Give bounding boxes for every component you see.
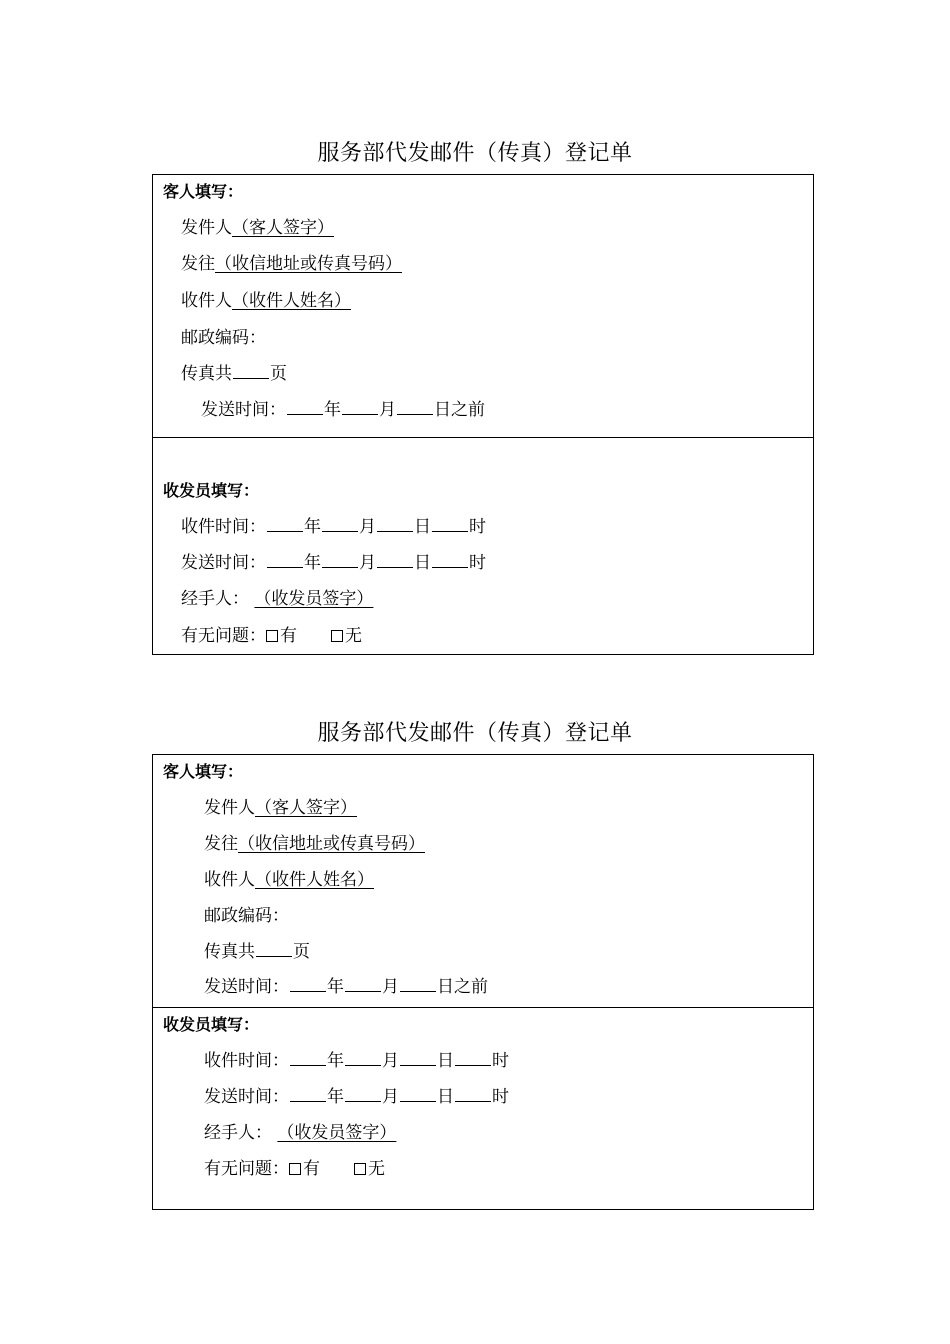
month-blank[interactable] [345, 1064, 381, 1066]
year-label: 年 [327, 1051, 344, 1071]
clerk-send-time-row [204, 1082, 509, 1107]
month-blank[interactable] [345, 1100, 381, 1102]
sender-label: 发件人 [181, 218, 232, 238]
customer-section-heading: 客人填写： [163, 762, 244, 781]
year-label: 年 [327, 977, 344, 997]
handler-signature-field[interactable]: （收发员签字） [277, 1123, 397, 1143]
send-time-label: 发送时间： [204, 977, 289, 997]
no-checkbox[interactable] [354, 1163, 366, 1175]
day-label: 日 [437, 1051, 454, 1071]
handler-signature-field[interactable]: （收发员签字） [254, 589, 374, 609]
send-to-row [204, 829, 425, 854]
clerk-section-heading: 收发员填写： [163, 481, 260, 500]
sender-row [204, 793, 357, 818]
year-label: 年 [324, 400, 341, 420]
sender-signature-field[interactable]: （客人签字） [232, 218, 334, 238]
clerk-section-heading: 收发员填写： [163, 1015, 260, 1034]
day-blank[interactable] [397, 413, 433, 415]
send-time-label: 发送时间： [204, 1087, 289, 1107]
send-to-field[interactable]: （收信地址或传真号码） [238, 834, 425, 854]
postal-code-label: 邮政编码： [204, 906, 289, 926]
month-label: 月 [382, 1051, 399, 1071]
customer-send-time-row [201, 395, 485, 420]
month-blank[interactable] [345, 990, 381, 992]
problem-row [181, 621, 362, 646]
customer-section [153, 175, 813, 437]
day-before-label: 日之前 [434, 400, 485, 420]
postal-code-label: 邮政编码： [181, 328, 266, 348]
month-blank[interactable] [322, 566, 358, 568]
postal-code-row [204, 901, 289, 926]
send-time-label: 发送时间： [181, 553, 266, 573]
year-label: 年 [304, 553, 321, 573]
form-title: 服务部代发邮件（传真）登记单 [317, 141, 633, 166]
receive-time-label: 收件时间： [204, 1051, 289, 1071]
handler-row [181, 584, 373, 609]
recipient-name-field[interactable]: （收件人姓名） [255, 870, 374, 890]
day-blank[interactable] [400, 1064, 436, 1066]
recipient-name-field[interactable]: （收件人姓名） [232, 291, 351, 311]
year-blank[interactable] [267, 566, 303, 568]
day-label: 日 [414, 553, 431, 573]
sender-signature-field[interactable]: （客人签字） [255, 798, 357, 818]
problem-row [204, 1154, 385, 1179]
send-time-label: 发送时间： [201, 400, 286, 420]
year-blank[interactable] [290, 990, 326, 992]
problem-label: 有无问题： [181, 626, 266, 646]
month-label: 月 [359, 517, 376, 537]
fax-pages-label: 传真共 [181, 364, 232, 384]
no-label: 无 [368, 1159, 385, 1179]
registration-form [152, 754, 814, 1210]
day-blank[interactable] [377, 530, 413, 532]
year-label: 年 [327, 1087, 344, 1107]
recipient-row [181, 286, 351, 311]
recipient-row [204, 865, 374, 890]
fax-pages-blank[interactable] [256, 955, 292, 957]
year-blank[interactable] [290, 1064, 326, 1066]
month-label: 月 [382, 1087, 399, 1107]
fax-pages-unit: 页 [270, 364, 287, 384]
form-title: 服务部代发邮件（传真）登记单 [317, 721, 633, 746]
customer-section [153, 755, 813, 1007]
yes-checkbox[interactable] [289, 1163, 301, 1175]
fax-pages-label: 传真共 [204, 942, 255, 962]
customer-send-time-row [204, 972, 488, 997]
yes-label: 有 [280, 626, 297, 646]
handler-label: 经手人： [204, 1123, 272, 1143]
no-label: 无 [345, 626, 362, 646]
hour-label: 时 [469, 553, 486, 573]
fax-pages-unit: 页 [293, 942, 310, 962]
clerk-section [153, 437, 813, 654]
recipient-label: 收件人 [204, 870, 255, 890]
day-before-label: 日之前 [437, 977, 488, 997]
clerk-send-time-row [181, 548, 486, 573]
day-blank[interactable] [377, 566, 413, 568]
hour-blank[interactable] [432, 566, 468, 568]
year-blank[interactable] [267, 530, 303, 532]
registration-form [152, 174, 814, 655]
month-label: 月 [379, 400, 396, 420]
hour-label: 时 [469, 517, 486, 537]
handler-label: 经手人： [181, 589, 249, 609]
hour-blank[interactable] [455, 1100, 491, 1102]
hour-blank[interactable] [455, 1064, 491, 1066]
year-blank[interactable] [287, 413, 323, 415]
hour-blank[interactable] [432, 530, 468, 532]
fax-pages-row [181, 359, 287, 384]
yes-label: 有 [303, 1159, 320, 1179]
fax-pages-row [204, 937, 310, 962]
send-to-label: 发往 [181, 254, 215, 274]
send-to-field[interactable]: （收信地址或传真号码） [215, 254, 402, 274]
handler-row [204, 1118, 396, 1143]
fax-pages-blank[interactable] [233, 377, 269, 379]
day-label: 日 [414, 517, 431, 537]
day-label: 日 [437, 1087, 454, 1107]
month-blank[interactable] [322, 530, 358, 532]
postal-code-row [181, 323, 266, 348]
month-label: 月 [382, 977, 399, 997]
recipient-label: 收件人 [181, 291, 232, 311]
month-blank[interactable] [342, 413, 378, 415]
customer-section-heading: 客人填写： [163, 182, 244, 201]
receive-time-label: 收件时间： [181, 517, 266, 537]
day-blank[interactable] [400, 990, 436, 992]
problem-label: 有无问题： [204, 1159, 289, 1179]
send-to-row [181, 249, 402, 274]
day-blank[interactable] [400, 1100, 436, 1102]
year-blank[interactable] [290, 1100, 326, 1102]
hour-label: 时 [492, 1051, 509, 1071]
month-label: 月 [359, 553, 376, 573]
sender-row [181, 213, 334, 238]
sender-label: 发件人 [204, 798, 255, 818]
clerk-section [153, 1007, 813, 1209]
send-to-label: 发往 [204, 834, 238, 854]
year-label: 年 [304, 517, 321, 537]
hour-label: 时 [492, 1087, 509, 1107]
no-checkbox[interactable] [331, 630, 343, 642]
receive-time-row [181, 512, 486, 537]
receive-time-row [204, 1046, 509, 1071]
yes-checkbox[interactable] [266, 630, 278, 642]
